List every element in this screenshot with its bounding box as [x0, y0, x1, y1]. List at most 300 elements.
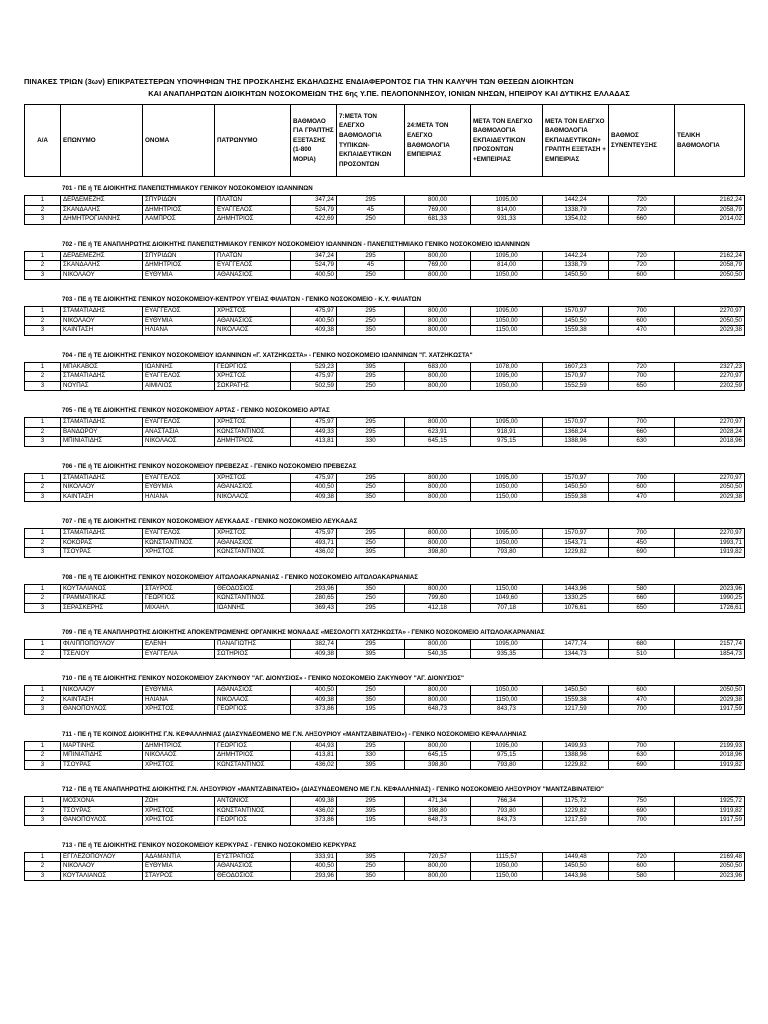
table-row — [25, 871, 745, 881]
header-edu-exp: ΜΕΤΑ ΤΟΝ ΕΛΕΓΧΟ ΒΑΘΜΟΛΟΓΙΑ ΕΚΠΑΙΔΕΥΤΙΚΩΝ ΠΡΟΣΟΝΤΩΝ +ΕΜΠΕΙΡΙΑΣ — [471, 105, 543, 177]
typical-score-cell: 395 — [337, 806, 405, 816]
edu-exp-score-cell: 843,73 — [471, 705, 543, 715]
table-row — [25, 270, 745, 280]
edu-written-exp-score-cell: 1443,96 — [543, 871, 609, 881]
final-score-cell: 1919,82 — [675, 548, 745, 558]
interview-score-cell: 700 — [609, 307, 675, 317]
father-cell: ΑΘΑΝΑΣΙΟΣ — [215, 538, 291, 548]
written-score-cell: 293,96 — [291, 871, 337, 881]
header-surname: ΕΠΩΝΥΜΟ — [61, 105, 143, 177]
edu-written-exp-score-cell: 1388,96 — [543, 751, 609, 761]
table-row — [25, 196, 745, 206]
final-score-cell: 2270,97 — [675, 372, 745, 382]
final-score-cell: 2050,50 — [675, 270, 745, 280]
table-row — [25, 261, 745, 271]
row-number: 2 — [25, 806, 61, 816]
written-score-cell: 449,33 — [291, 427, 337, 437]
name-cell: ΣΠΥΡΙΔΩΝ — [143, 251, 215, 261]
row-number: 2 — [25, 751, 61, 761]
experience-score-cell: 800,00 — [405, 316, 471, 326]
name-cell: ΧΡΗΣΤΟΣ — [143, 705, 215, 715]
name-cell: ΙΩΑΝΝΗΣ — [143, 362, 215, 372]
surname-cell: ΒΑΝΔΩΡΟΥ — [61, 427, 143, 437]
final-score-cell: 1993,71 — [675, 538, 745, 548]
edu-exp-score-cell: 1095,00 — [471, 473, 543, 483]
interview-score-cell: 600 — [609, 686, 675, 696]
experience-score-cell: 800,00 — [405, 686, 471, 696]
name-cell: ΕΥΑΓΓΕΛΟΣ — [143, 418, 215, 428]
experience-score-cell: 800,00 — [405, 640, 471, 650]
edu-exp-score-cell: 1095,00 — [471, 196, 543, 206]
typical-score-cell: 395 — [337, 852, 405, 862]
name-cell: ΕΥΘΥΜΙΑ — [143, 686, 215, 696]
experience-score-cell: 800,00 — [405, 862, 471, 872]
typical-score-cell: 350 — [337, 871, 405, 881]
father-cell: ΕΥΣΤΡΑΤΙΟΣ — [215, 852, 291, 862]
final-score-cell: 1917,59 — [675, 705, 745, 715]
edu-exp-score-cell: 1095,00 — [471, 372, 543, 382]
row-number: 2 — [25, 427, 61, 437]
row-number: 1 — [25, 362, 61, 372]
written-score-cell: 436,02 — [291, 548, 337, 558]
name-cell: ΔΗΜΗΤΡΙΟΣ — [143, 261, 215, 271]
name-cell: ΗΛΙΑΝΑ — [143, 695, 215, 705]
section-spacer — [24, 225, 744, 239]
edu-exp-score-cell: 843,73 — [471, 816, 543, 826]
final-score-cell: 2029,38 — [675, 492, 745, 502]
table-row — [25, 852, 745, 862]
experience-score-cell: 681,33 — [405, 215, 471, 225]
typical-score-cell: 295 — [337, 640, 405, 650]
edu-exp-score-cell: 793,80 — [471, 760, 543, 770]
section-spacer — [24, 336, 744, 350]
name-cell: ΣΤΑΥΡΟΣ — [143, 584, 215, 594]
experience-score-cell: 412,18 — [405, 603, 471, 613]
final-score-cell: 2202,59 — [675, 381, 745, 391]
edu-written-exp-score-cell: 1559,38 — [543, 695, 609, 705]
typical-score-cell: 250 — [337, 594, 405, 604]
typical-score-cell: 250 — [337, 538, 405, 548]
typical-score-cell: 250 — [337, 686, 405, 696]
name-cell: ΚΩΝΣΤΑΝΤΙΝΟΣ — [143, 538, 215, 548]
surname-cell: ΣΤΑΜΑΤΙΑΔΗΣ — [61, 372, 143, 382]
table-row — [25, 307, 745, 317]
name-cell: ΧΡΗΣΤΟΣ — [143, 806, 215, 816]
name-cell: ΕΥΑΓΓΕΛΙΑ — [143, 649, 215, 659]
edu-exp-score-cell: 975,15 — [471, 437, 543, 447]
final-score-cell: 2058,79 — [675, 261, 745, 271]
final-score-cell: 2028,24 — [675, 427, 745, 437]
final-score-cell: 1917,59 — [675, 816, 745, 826]
interview-score-cell: 650 — [609, 603, 675, 613]
surname-cell: ΕΓΓΛΕΖΟΠΟΥΛΟΥ — [61, 852, 143, 862]
interview-score-cell: 660 — [609, 594, 675, 604]
interview-score-cell: 700 — [609, 741, 675, 751]
surname-cell: ΜΠΙΝΙΑΤΙΔΗΣ — [61, 437, 143, 447]
written-score-cell: 400,50 — [291, 316, 337, 326]
edu-exp-score-cell: 1150,00 — [471, 492, 543, 502]
edu-exp-score-cell: 1095,00 — [471, 251, 543, 261]
table-row — [25, 760, 745, 770]
father-cell: ΑΘΑΝΑΣΙΟΣ — [215, 483, 291, 493]
table-row — [25, 418, 745, 428]
experience-score-cell: 800,00 — [405, 270, 471, 280]
typical-score-cell: 250 — [337, 483, 405, 493]
edu-written-exp-score-cell: 1570,97 — [543, 473, 609, 483]
written-score-cell: 400,50 — [291, 686, 337, 696]
interview-score-cell: 470 — [609, 492, 675, 502]
section-title: 704 - ΠΕ ή ΤΕ ΔΙΟΙΚΗΤΗΣ ΓΕΝΙΚΟΥ ΝΟΣΟΚΟΜΕΙΟΥ ΙΩΑΝΝΙΝΩΝ «Γ. ΧΑΤΖΗΚΩΣΤΑ» - ΓΕΝΙΚΟ ΝΟΣΟΚΟΜΕΙΟ ΙΩΑΝΝΙΝΩΝ "Γ. ΧΑΤΖΗΚΩΣΤΑ" — [62, 351, 473, 359]
position-section — [24, 572, 744, 628]
section-spacer — [24, 502, 744, 516]
experience-score-cell: 623,91 — [405, 427, 471, 437]
section-spacer — [24, 447, 744, 461]
row-number: 1 — [25, 473, 61, 483]
edu-written-exp-score-cell: 1443,96 — [543, 584, 609, 594]
interview-score-cell: 720 — [609, 205, 675, 215]
edu-exp-score-cell: 1050,00 — [471, 862, 543, 872]
surname-cell: ΝΟΥΠΑΣ — [61, 381, 143, 391]
written-score-cell: 436,02 — [291, 806, 337, 816]
row-number: 3 — [25, 871, 61, 881]
written-score-cell: 529,23 — [291, 362, 337, 372]
row-number: 2 — [25, 261, 61, 271]
edu-exp-score-cell: 1050,00 — [471, 686, 543, 696]
father-cell: ΚΩΝΣΤΑΝΤΙΝΟΣ — [215, 427, 291, 437]
typical-score-cell: 250 — [337, 316, 405, 326]
written-score-cell: 524,79 — [291, 205, 337, 215]
final-score-cell: 2157,74 — [675, 640, 745, 650]
edu-written-exp-score-cell: 1543,71 — [543, 538, 609, 548]
row-number: 3 — [25, 603, 61, 613]
written-score-cell: 347,24 — [291, 196, 337, 206]
edu-exp-score-cell: 1050,00 — [471, 381, 543, 391]
written-score-cell: 409,38 — [291, 797, 337, 807]
table-row — [25, 437, 745, 447]
position-section — [24, 239, 744, 295]
experience-score-cell: 648,73 — [405, 705, 471, 715]
table-row — [25, 649, 745, 659]
surname-cell: ΝΙΚΟΛΑΟΥ — [61, 316, 143, 326]
interview-score-cell: 690 — [609, 806, 675, 816]
edu-exp-score-cell: 1095,00 — [471, 640, 543, 650]
header-final: ΤΕΛΙΚΗ ΒΑΘΜΟΛΟΓΙΑ — [675, 105, 745, 177]
name-cell: ΗΛΙΑΝΑ — [143, 492, 215, 502]
interview-score-cell: 700 — [609, 372, 675, 382]
surname-cell: ΘΑΝΟΠΟΥΛΟΣ — [61, 705, 143, 715]
row-number: 1 — [25, 307, 61, 317]
position-section — [24, 673, 744, 729]
father-cell: ΑΘΑΝΑΣΙΟΣ — [215, 686, 291, 696]
typical-score-cell: 295 — [337, 307, 405, 317]
interview-score-cell: 700 — [609, 529, 675, 539]
surname-cell: ΤΣΟΥΡΑΣ — [61, 548, 143, 558]
typical-score-cell: 295 — [337, 603, 405, 613]
edu-written-exp-score-cell: 1229,82 — [543, 806, 609, 816]
name-cell: ΣΤΑΥΡΟΣ — [143, 871, 215, 881]
interview-score-cell: 600 — [609, 270, 675, 280]
row-number: 1 — [25, 584, 61, 594]
surname-cell: ΜΑΡΤΙΝΗΣ — [61, 741, 143, 751]
edu-exp-score-cell: 935,35 — [471, 649, 543, 659]
surname-cell: ΔΕΡΔΕΜΕΖΗΣ — [61, 196, 143, 206]
table-row — [25, 594, 745, 604]
final-score-cell: 2050,50 — [675, 686, 745, 696]
typical-score-cell: 295 — [337, 418, 405, 428]
edu-written-exp-score-cell: 1368,24 — [543, 427, 609, 437]
final-score-cell: 2050,50 — [675, 483, 745, 493]
name-cell: ΣΠΥΡΙΔΩΝ — [143, 196, 215, 206]
father-cell: ΧΡΗΣΤΟΣ — [215, 372, 291, 382]
experience-score-cell: 800,00 — [405, 307, 471, 317]
experience-score-cell: 648,73 — [405, 816, 471, 826]
position-section — [24, 294, 744, 350]
edu-written-exp-score-cell: 1442,24 — [543, 196, 609, 206]
edu-written-exp-score-cell: 1450,50 — [543, 862, 609, 872]
typical-score-cell: 295 — [337, 741, 405, 751]
header-experience: 24:ΜΕΤΑ ΤΟΝ ΕΛΕΓΧΟ ΒΑΘΜΟΛΟΓΙΑ ΕΜΠΕΙΡΙΑΣ — [405, 105, 471, 177]
written-score-cell: 475,97 — [291, 418, 337, 428]
interview-score-cell: 700 — [609, 816, 675, 826]
title-line-2: ΚΑΙ ΑΝΑΠΛΗΡΩΤΩΝ ΔΙΟΙΚΗΤΩΝ ΝΟΣΟΚΟΜΕΙΩΝ ΤΗΣ 6ης Υ.ΠΕ. ΠΕΛΟΠΟΝΝΗΣΟΥ, ΙΟΝΙΩΝ ΝΗΣΩΝ, ΗΠΕΙΡΟΥ ΚΑΙ ΔΥΤΙΚΗΣ ΕΛΛΑΔΑΣ — [148, 89, 630, 98]
candidates-table — [24, 306, 745, 336]
father-cell: ΚΩΝΣΤΑΝΤΙΝΟΣ — [215, 760, 291, 770]
typical-score-cell: 195 — [337, 705, 405, 715]
name-cell: ΧΡΗΣΤΟΣ — [143, 816, 215, 826]
surname-cell: ΝΙΚΟΛΑΟΥ — [61, 270, 143, 280]
father-cell: ΓΕΩΡΓΙΟΣ — [215, 362, 291, 372]
edu-written-exp-score-cell: 1076,61 — [543, 603, 609, 613]
written-score-cell: 404,93 — [291, 741, 337, 751]
experience-score-cell: 645,15 — [405, 751, 471, 761]
typical-score-cell: 395 — [337, 649, 405, 659]
candidates-table — [24, 639, 745, 659]
experience-score-cell: 800,00 — [405, 529, 471, 539]
final-score-cell: 2050,50 — [675, 862, 745, 872]
position-section — [24, 461, 744, 517]
edu-written-exp-score-cell: 1449,48 — [543, 852, 609, 862]
interview-score-cell: 700 — [609, 418, 675, 428]
father-cell: ΧΡΗΣΤΟΣ — [215, 473, 291, 483]
interview-score-cell: 470 — [609, 695, 675, 705]
position-section — [24, 183, 744, 239]
surname-cell: ΝΙΚΟΛΑΟΥ — [61, 483, 143, 493]
written-score-cell: 409,38 — [291, 326, 337, 336]
table-row — [25, 806, 745, 816]
written-score-cell: 422,69 — [291, 215, 337, 225]
table-row — [25, 362, 745, 372]
surname-cell: ΔΕΡΔΕΜΕΖΗΣ — [61, 251, 143, 261]
edu-written-exp-score-cell: 1499,93 — [543, 741, 609, 751]
typical-score-cell: 250 — [337, 215, 405, 225]
edu-written-exp-score-cell: 1570,97 — [543, 307, 609, 317]
experience-score-cell: 645,15 — [405, 437, 471, 447]
edu-written-exp-score-cell: 1442,24 — [543, 251, 609, 261]
table-row — [25, 492, 745, 502]
experience-score-cell: 769,00 — [405, 261, 471, 271]
edu-exp-score-cell: 814,00 — [471, 261, 543, 271]
candidates-table — [24, 852, 745, 882]
father-cell: ΠΛΑΤΩΝ — [215, 196, 291, 206]
father-cell: ΓΕΩΡΓΙΟΣ — [215, 705, 291, 715]
edu-exp-score-cell: 1150,00 — [471, 871, 543, 881]
written-score-cell: 436,02 — [291, 760, 337, 770]
edu-written-exp-score-cell: 1552,59 — [543, 381, 609, 391]
row-number: 1 — [25, 529, 61, 539]
father-cell: ΑΘΑΝΑΣΙΟΣ — [215, 862, 291, 872]
final-score-cell: 1726,61 — [675, 603, 745, 613]
candidates-table — [24, 417, 745, 447]
table-row — [25, 427, 745, 437]
surname-cell: ΣΤΑΜΑΤΙΑΔΗΣ — [61, 473, 143, 483]
surname-cell: ΜΠΙΝΙΑΤΙΔΗΣ — [61, 751, 143, 761]
table-row — [25, 548, 745, 558]
surname-cell: ΣΤΑΜΑΤΙΑΔΗΣ — [61, 307, 143, 317]
edu-written-exp-score-cell: 1354,02 — [543, 215, 609, 225]
final-score-cell: 1990,25 — [675, 594, 745, 604]
candidates-table — [24, 796, 745, 826]
experience-score-cell: 800,00 — [405, 871, 471, 881]
edu-written-exp-score-cell: 1450,50 — [543, 686, 609, 696]
table-row — [25, 529, 745, 539]
father-cell: ΕΥΑΓΓΕΛΟΣ — [215, 261, 291, 271]
edu-written-exp-score-cell: 1450,50 — [543, 483, 609, 493]
edu-exp-score-cell: 1050,00 — [471, 483, 543, 493]
table-row — [25, 695, 745, 705]
row-number: 3 — [25, 326, 61, 336]
name-cell: ΧΡΗΣΤΟΣ — [143, 760, 215, 770]
row-number: 2 — [25, 649, 61, 659]
edu-written-exp-score-cell: 1338,79 — [543, 205, 609, 215]
row-number: 3 — [25, 437, 61, 447]
edu-written-exp-score-cell: 1607,23 — [543, 362, 609, 372]
interview-score-cell: 580 — [609, 584, 675, 594]
edu-exp-score-cell: 1150,00 — [471, 584, 543, 594]
edu-exp-score-cell: 766,34 — [471, 797, 543, 807]
father-cell: ΧΡΗΣΤΟΣ — [215, 529, 291, 539]
position-section — [24, 784, 744, 840]
father-cell: ΚΩΝΣΤΑΝΤΙΝΟΣ — [215, 548, 291, 558]
father-cell: ΑΘΑΝΑΣΙΟΣ — [215, 270, 291, 280]
section-title: 705 - ΠΕ ή ΤΕ ΔΙΟΙΚΗΤΗΣ ΓΕΝΙΚΟΥ ΝΟΣΟΚΟΜΕΙΟΥ ΑΡΤΑΣ - ΓΕΝΙΚΟ ΝΟΣΟΚΟΜΕΙΟ ΑΡΤΑΣ — [62, 407, 330, 414]
edu-exp-score-cell: 814,00 — [471, 205, 543, 215]
candidates-table — [24, 251, 745, 281]
interview-score-cell: 720 — [609, 251, 675, 261]
interview-score-cell: 650 — [609, 381, 675, 391]
edu-exp-score-cell: 793,80 — [471, 548, 543, 558]
name-cell: ΝΙΚΟΛΑΟΣ — [143, 751, 215, 761]
written-score-cell: 333,91 — [291, 852, 337, 862]
section-title: 709 - ΠΕ ή ΤΕ ΑΝΑΠΛΗΡΩΤΗΣ ΔΙΟΙΚΗΤΗΣ ΑΠΟΚΕΝΤΡΩΜΕΝΗΣ ΟΡΓΑΝΙΚΗΣ ΜΟΝΑΔΑΣ «ΜΕΣΟΛΟΓΓΙ ΧΑΤΖΗΚΩΣΤΑ» - ΓΕΝΙΚΟ ΝΟΣΟΚΟΜΕΙΟ ΑΙΤΩΛΟΑΚΑΡΝΑΝΙΑΣ — [62, 629, 545, 636]
surname-cell: ΓΡΑΜΜΑΤΙΚΑΣ — [61, 594, 143, 604]
table-row — [25, 215, 745, 225]
edu-written-exp-score-cell: 1217,59 — [543, 705, 609, 715]
table-row — [25, 705, 745, 715]
typical-score-cell: 350 — [337, 695, 405, 705]
edu-exp-score-cell: 1115,57 — [471, 852, 543, 862]
interview-score-cell: 680 — [609, 640, 675, 650]
table-row — [25, 372, 745, 382]
experience-score-cell: 800,00 — [405, 381, 471, 391]
father-cell: ΧΡΗΣΤΟΣ — [215, 418, 291, 428]
surname-cell: ΔΗΜΗΤΡΟΓΙΑΝΝΗΣ — [61, 215, 143, 225]
final-score-cell: 2169,48 — [675, 852, 745, 862]
written-score-cell: 373,86 — [291, 816, 337, 826]
surname-cell: ΤΣΟΥΡΑΣ — [61, 806, 143, 816]
header-written: ΒΑΘΜΟΛΟ ΓΙΑ ΓΡΑΠΤΗΣ ΕΞΕΤΑΣΗΣ (1-800 ΜΟΡΙΑ) — [291, 105, 337, 177]
table-row — [25, 483, 745, 493]
final-score-cell: 2327,23 — [675, 362, 745, 372]
surname-cell: ΜΟΣΧΟΝΑ — [61, 797, 143, 807]
final-score-cell: 2058,79 — [675, 205, 745, 215]
candidates-table — [24, 685, 745, 715]
name-cell: ΖΩΗ — [143, 797, 215, 807]
row-number: 2 — [25, 205, 61, 215]
father-cell: ΔΗΜΗΤΡΙΟΣ — [215, 437, 291, 447]
final-score-cell: 2162,24 — [675, 196, 745, 206]
father-cell: ΑΝΤΩΝΙΟΣ — [215, 797, 291, 807]
final-score-cell: 1919,82 — [675, 806, 745, 816]
name-cell: ΧΡΗΣΤΟΣ — [143, 548, 215, 558]
surname-cell: ΘΑΝΟΠΟΥΛΟΣ — [61, 816, 143, 826]
row-number: 3 — [25, 381, 61, 391]
experience-score-cell: 800,00 — [405, 695, 471, 705]
section-title: 712 - ΠΕ ή ΤΕ ΑΝΑΠΛΗΡΩΤΗΣ ΔΙΟΙΚΗΤΗΣ Γ.Ν. ΛΗΞΟΥΡΙΟΥ «ΜΑΝΤΖΑΒΙΝΑΤΕΙΟ» (ΔΙΑΣΥΝΔΕΟΜΕΝΟ ΜΕ Γ.Ν. ΚΕΦΑΛΛΗΝΙΑΣ) - ΓΕΝΙΚΟ ΝΟΣΟΚΟΜΕΙΟ ΛΗΞΟΥΡΙΟΥ "ΜΑΝΤΖΑΒΙΝΑΤΕΙΟ" — [62, 786, 604, 793]
interview-score-cell: 660 — [609, 427, 675, 437]
typical-score-cell: 250 — [337, 270, 405, 280]
experience-score-cell: 471,34 — [405, 797, 471, 807]
surname-cell: ΝΙΚΟΛΑΟΥ — [61, 862, 143, 872]
section-spacer — [24, 391, 744, 405]
written-score-cell: 493,71 — [291, 538, 337, 548]
edu-written-exp-score-cell: 1559,38 — [543, 326, 609, 336]
candidates-table — [24, 362, 745, 392]
row-number: 3 — [25, 705, 61, 715]
written-score-cell: 409,38 — [291, 492, 337, 502]
interview-score-cell: 470 — [609, 326, 675, 336]
section-title: 711 - ΠΕ ή ΤΕ ΚΟΙΝΟΣ ΔΙΟΙΚΗΤΗΣ Γ.Ν. ΚΕΦΑΛΛΗΝΙΑΣ (ΔΙΑΣΥΝΔΕΟΜΕΝΟ ΜΕ Γ.Ν. ΛΗΞΟΥΡΙΟΥ «ΜΑΝΤΖΑΒΙΝΑΤΕΙΟ») - ΓΕΝΙΚΟ ΝΟΣΟΚΟΜΕΙΟ ΚΕΦΑΛΛΗΝΙΑΣ — [62, 730, 527, 738]
written-score-cell: 293,96 — [291, 584, 337, 594]
candidates-table — [24, 528, 745, 558]
row-number: 2 — [25, 538, 61, 548]
father-cell: ΚΩΝΣΤΑΝΤΙΝΟΣ — [215, 594, 291, 604]
edu-exp-score-cell: 918,91 — [471, 427, 543, 437]
final-score-cell: 2162,24 — [675, 251, 745, 261]
written-score-cell: 409,38 — [291, 695, 337, 705]
experience-score-cell: 800,00 — [405, 492, 471, 502]
typical-score-cell: 330 — [337, 437, 405, 447]
row-number: 3 — [25, 816, 61, 826]
final-score-cell: 2029,38 — [675, 695, 745, 705]
experience-score-cell: 800,00 — [405, 584, 471, 594]
row-number: 3 — [25, 492, 61, 502]
typical-score-cell: 295 — [337, 372, 405, 382]
edu-written-exp-score-cell: 1570,97 — [543, 418, 609, 428]
written-score-cell: 280,65 — [291, 594, 337, 604]
edu-exp-score-cell: 1095,00 — [471, 529, 543, 539]
interview-score-cell: 700 — [609, 705, 675, 715]
father-cell: ΣΩΚΡΑΤΗΣ — [215, 381, 291, 391]
name-cell: ΑΙΜΙΛΙΟΣ — [143, 381, 215, 391]
edu-exp-score-cell: 1095,00 — [471, 741, 543, 751]
interview-score-cell: 630 — [609, 751, 675, 761]
section-spacer — [24, 280, 744, 294]
typical-score-cell: 395 — [337, 362, 405, 372]
final-score-cell: 2023,96 — [675, 584, 745, 594]
interview-score-cell: 660 — [609, 215, 675, 225]
header-typical: 7:ΜΕΤΑ ΤΟΝ ΕΛΕΓΧΟ ΒΑΘΜΟΛΟΓΙΑ ΤΥΠΙΚΩΝ-ΕΚΠΑΙΔΕΥΤΙΚΩΝ ΠΡΟΣΟΝΤΩΝ — [337, 105, 405, 177]
final-score-cell: 2199,93 — [675, 741, 745, 751]
